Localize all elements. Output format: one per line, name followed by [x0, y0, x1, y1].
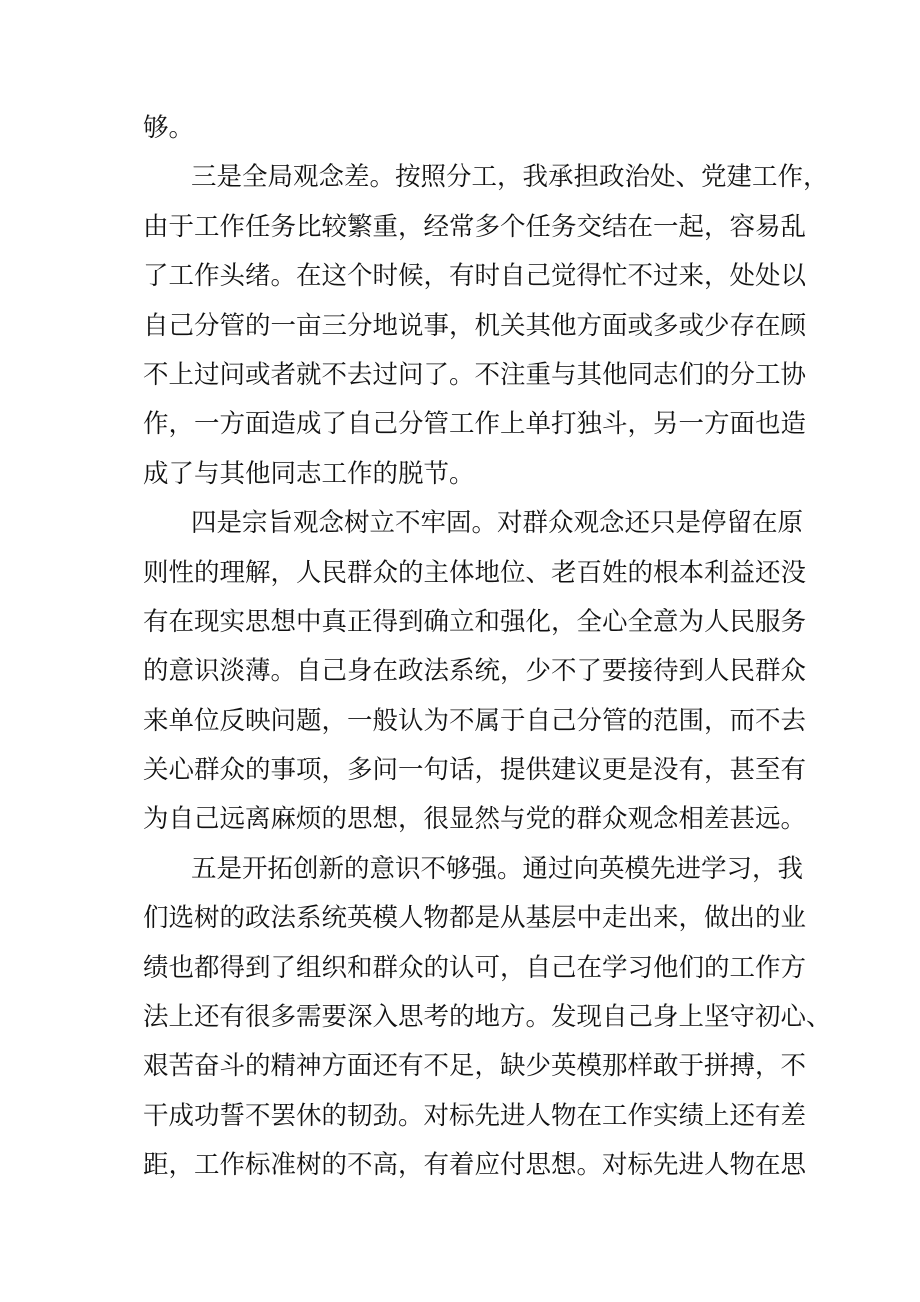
text-line: 不上过问或者就不去过问了。不注重与其他同志们的分工协 — [143, 359, 807, 390]
text-line: 绩也都得到了组织和群众的认可，自己在学习他们的工作方 — [143, 952, 807, 983]
text-line: 艰苦奋斗的精神方面还有不足，缺少英模那样敢于拼搏，不 — [143, 1051, 807, 1082]
paragraph-overall-view — [143, 153, 829, 499]
text-line: 有在现实思想中真正得到确立和强化，全心全意为人民服务 — [143, 606, 807, 637]
document-body — [143, 104, 832, 1191]
paragraph-continuation — [143, 104, 779, 153]
text-line: 关心群众的事项，多问一句话，提供建议更是没有，甚至有 — [143, 755, 807, 786]
text-line: 成了与其他同志工作的脱节。 — [143, 458, 475, 489]
text-line: 三是全局观念差。按照分工，我承担政治处、党建工作， — [191, 162, 829, 193]
text-line: 的意识淡薄。自己身在政法系统，少不了要接待到人民群众 — [143, 656, 807, 687]
paragraph-innovation — [143, 845, 832, 1191]
text-line: 四是宗旨观念树立不牢固。对群众观念还只是停留在原 — [191, 508, 804, 539]
text-line: 则性的理解，人民群众的主体地位、老百姓的根本利益还没 — [143, 557, 807, 588]
text-line: 了工作头绪。在这个时候，有时自己觉得忙不过来，处处以 — [143, 261, 807, 292]
text-line: 干成功誓不罢休的韧劲。对标先进人物在工作实绩上还有差 — [143, 1100, 807, 1131]
text-line: 距，工作标准树的不高，有着应付思想。对标先进人物在思 — [143, 1150, 807, 1181]
text-line: 法上还有很多需要深入思考的地方。发现自己身上坚守初心、 — [143, 1002, 832, 1033]
text-line: 五是开拓创新的意识不够强。通过向英模先进学习，我 — [191, 853, 804, 884]
text-line: 够。 — [143, 113, 195, 143]
text-line: 由于工作任务比较繁重，经常多个任务交结在一起，容易乱 — [143, 211, 807, 242]
text-line: 自己分管的一亩三分地说事，机关其他方面或多或少存在顾 — [143, 310, 807, 341]
text-line: 为自己远离麻烦的思想，很显然与党的群众观念相差甚远。 — [143, 804, 807, 835]
text-line: 作，一方面造成了自己分管工作上单打独斗，另一方面也造 — [143, 409, 807, 440]
paragraph-purpose — [143, 499, 807, 845]
text-line: 来单位反映问题，一般认为不属于自己分管的范围，而不去 — [143, 705, 807, 736]
text-line: 们选树的政法系统英模人物都是从基层中走出来，做出的业 — [143, 903, 807, 934]
